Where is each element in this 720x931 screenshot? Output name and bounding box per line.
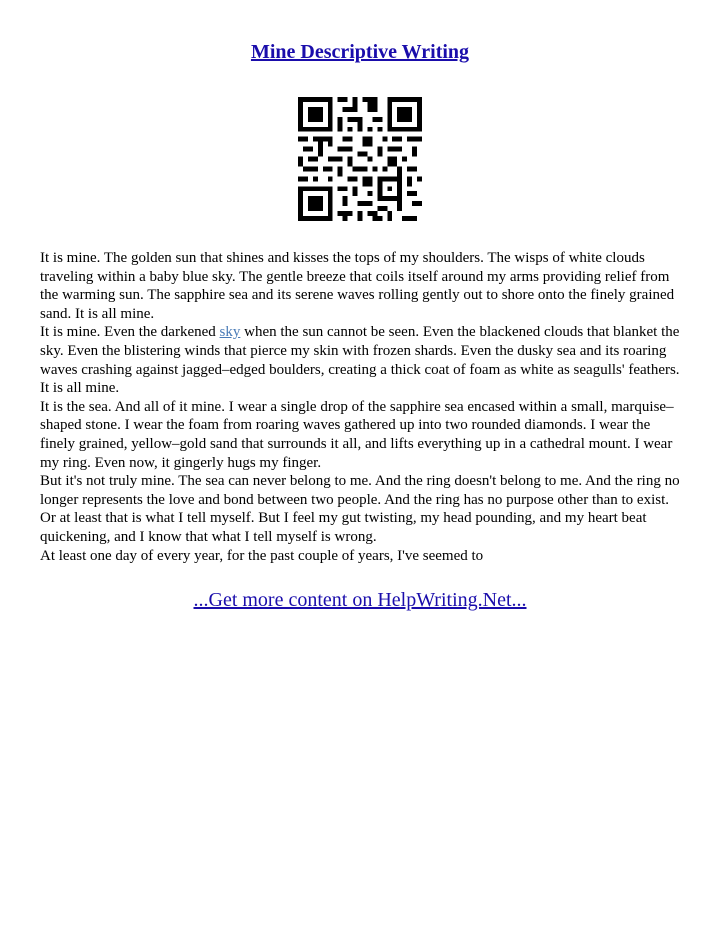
paragraph-4-text: But it's not truly mine. The sea can never belong to me. And the ring doesn't belong to me. And the ring no longer represents the love and bond between two people. And the ring has no purpose other than to exist. Or at least that is what I tell myself. But I feel my gut twisting, my head pounding, and my heart beat quickening, and I know that what I tell myself is wrong.: [40, 473, 680, 545]
page-title: [0, 40, 720, 64]
paragraph-2-text-before: It is mine. Even the darkened: [40, 324, 220, 341]
more-content-link[interactable]: ...Get more content on HelpWriting.Net...: [193, 589, 527, 611]
paragraph-5-text: At least one day of every year, for the past couple of years, I've seemed to: [40, 547, 484, 564]
sky-link[interactable]: sky: [219, 324, 241, 341]
title-link[interactable]: Mine Descriptive Writing: [250, 41, 470, 63]
paragraph-2-text-after: when the sun cannot be seen. Even the blackened clouds that blanket the sky. Even the blistering winds that pierce my skin with frozen shards. Even the dusky sea and its roaring waves crashing against jagged–edged boulders, creating a thick coat of foam as white as seagulls' feathers. It is all mine.: [40, 324, 680, 397]
article-body: [40, 249, 688, 565]
paragraph-3: [40, 398, 688, 472]
paragraph-4: [40, 472, 688, 546]
qr-code-icon: [298, 97, 422, 221]
paragraph-1: [40, 249, 688, 323]
more-content-container: [0, 588, 720, 612]
paragraph-1-text: It is mine. The golden sun that shines and kisses the tops of my shoulders. The wisps of white clouds traveling within a baby blue sky. The gentle breeze that coils itself around my arms providing relief from the warming sun. The sapphire sea and its serene waves rolling gently out to shore onto the finely grained sand. It is all mine.: [40, 250, 675, 322]
paragraph-3-text: It is the sea. And all of it mine. I wear a single drop of the sapphire sea encased within a small, marquise–shaped stone. I wear the foam from roaring waves gathered up into two rounded diamonds. I wear the finely grained, yellow–gold sand that surrounds it all, and lifts everything up in a cathedral mount. I wear my ring. Even now, it gingerly hugs my finger.: [40, 398, 674, 471]
paragraph-2: [40, 323, 688, 397]
paragraph-5: [40, 547, 688, 566]
